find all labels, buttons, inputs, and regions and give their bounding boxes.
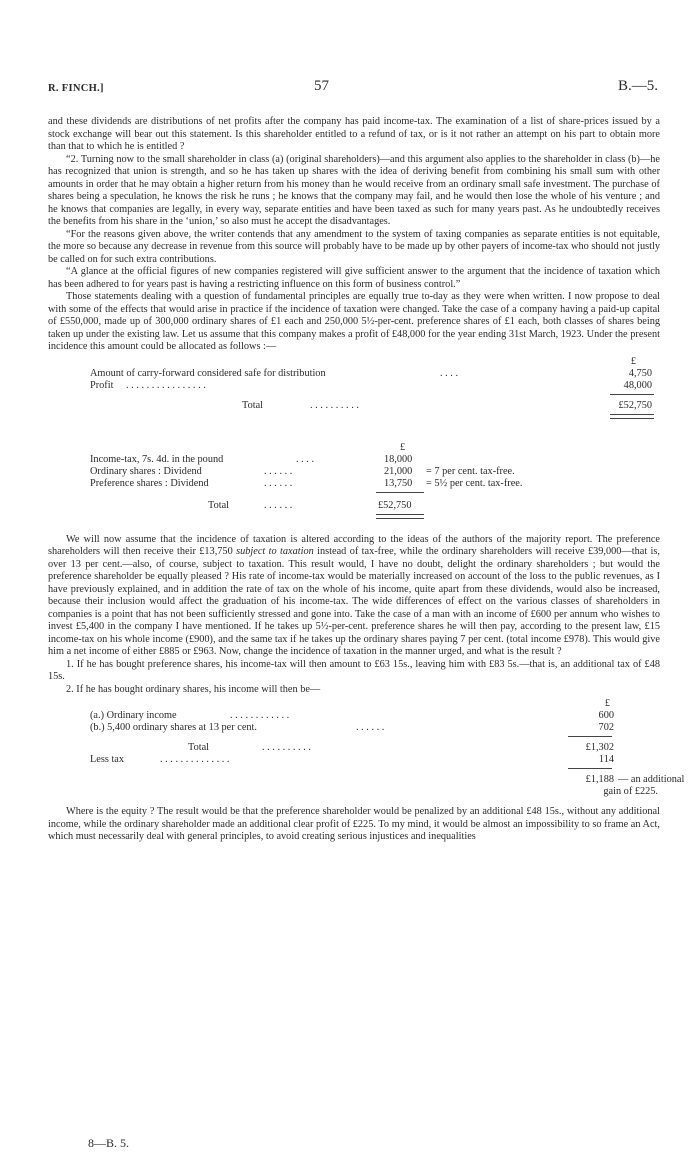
total-value: £52,750 bbox=[618, 399, 652, 411]
paragraph-5: Those statements dealing with a question of fundamental principles are equally true to-day as they were when written. I now propose to deal with some of the effects that would arise in practice if the incidence of taxation were changed. Take the case of a company having a paid-up capital of £550,000, made up of 300,000 ordinary shares of £1 each and 250,000 5½-per-cent. preference shares of £1 each, both classes of shares being taken up under the existing law. Let us assume that this company makes a profit of £48,000 for the year ending 31st March, 1923. Under the present incidence this amount could be allocated as follows :— bbox=[48, 291, 660, 352]
leader-dots: . . . . . . . . . . . . . . bbox=[160, 754, 230, 765]
income-table bbox=[48, 696, 685, 806]
less-tax-label: Less tax bbox=[90, 754, 125, 765]
table-row-value: 702 bbox=[598, 722, 614, 733]
table-row-value: 48,000 bbox=[623, 379, 652, 391]
leader-dots: . . . . . . bbox=[264, 499, 293, 511]
table-row-label: Amount of carry-forward considered safe for distribution bbox=[90, 367, 326, 379]
sum-rule bbox=[568, 736, 612, 737]
total-double-rule bbox=[376, 514, 424, 519]
gain-note: — an additional bbox=[618, 774, 685, 785]
paragraph-7: Where is the equity ? The result would be that the preference shareholder would be penalized by an additional £48 15s., without any additional income, while the ordinary shareholder made an additional clear profit of £225. To my mind, it would be almost an impossibility to so frame an Act, which must necessarily deal with general principles, to avoid creating serious injustices and inequalities bbox=[48, 806, 660, 842]
table-row-label: Profit bbox=[90, 379, 114, 391]
table-row-label: (b.) 5,400 ordinary shares at 13 per cent. bbox=[90, 722, 257, 733]
header-author: R. FINCH.] bbox=[48, 83, 104, 94]
table-row-label: (a.) Ordinary income bbox=[90, 710, 177, 721]
leader-dots: . . . . . . . . . . . . . . . . bbox=[126, 379, 206, 391]
leader-dots: . . . . . . bbox=[356, 722, 385, 733]
leader-dots: . . . . bbox=[296, 453, 315, 465]
profit-table bbox=[48, 354, 660, 442]
signature-footer: 8—B. 5. bbox=[88, 1136, 130, 1150]
rate-note: = 7 per cent. tax-free. bbox=[426, 465, 515, 477]
distribution-table bbox=[48, 442, 660, 534]
net-income-value: £1,188 bbox=[585, 774, 614, 785]
paragraph-3: “For the reasons given above, the writer contends that any amendment to the system of taxing companies as separate entities is not equitable, the more so because any decrease in revenue from this source will probably have to be made up by other payers of income-tax who should not justly be called on for such extra contributions. bbox=[48, 228, 660, 265]
case-item-1: 1. If he has bought preference shares, his income-tax will then amount to £63 15s., leaving him with £83 5s.—that is, an additional tax of £48 15s. bbox=[48, 658, 660, 682]
table-row-value: 600 bbox=[598, 710, 614, 721]
sum-rule bbox=[568, 768, 612, 769]
currency-unit: £ bbox=[630, 355, 636, 367]
paragraph-1: and these dividends are distributions of net profits after the company has paid income-tax. The examination of a list of share-prices issued by a stock exchange will bear out this statement. Is this shareholder entitled to a refund of tax, or is it not rather an attempt on his part to obtain more than that to which he is entitled ? bbox=[48, 116, 660, 152]
total-value: £1,302 bbox=[585, 742, 614, 753]
leader-dots: . . . . . . bbox=[264, 477, 293, 489]
page-body bbox=[48, 116, 685, 844]
leader-dots: . . . . . . bbox=[264, 465, 293, 477]
currency-unit: £ bbox=[400, 441, 406, 453]
gain-note: gain of £225. bbox=[603, 786, 658, 797]
table-row-value: 18,000 bbox=[384, 453, 413, 465]
paragraph-6: We will now assume that the incidence of taxation is altered according to the ideas of the authors of the majority report. The preference shareholders will then receive their £13,750 subject to taxation instead of tax-free, while the ordinary shareholders will receive £39,000—that is, over 13 per cent.—also, of course, subject to taxation. This result would, I have no doubt, delight the ordinary shareholders ; but would the preference shareholder be equally pleased ? His rate of income-tax would be materially increased on account of the loss to the public revenues, as I have previously explained, and in addition the rate of tax on the whole of his income, quite apart from these dividends, would also be increased, because their inclusion would affect the graduation of his income-tax. The wide differences of effect on the various classes of shareholders in companies is a point that has not been sufficiently stressed and gone into. Take the case of a man with an income of £600 per annum who wishes to invest £5,400 in the company I have mentioned. If he takes up 5½-per-cent. preference shares he will then pay, according to the present law, £15 income-tax on his whole income (£900), and the same tax if he takes up the ordinary shares paying 7 per cent. (total income £978). This would give him a net income of either £885 or £963. Now, change the incidence of taxation in the manner urged, and what is the result ? bbox=[48, 533, 660, 657]
sum-rule bbox=[376, 492, 424, 493]
page-number: 57 bbox=[314, 78, 329, 94]
table-row-label: Ordinary shares : Dividend bbox=[90, 465, 202, 477]
less-tax-value: 114 bbox=[598, 754, 614, 765]
total-label: Total bbox=[242, 399, 264, 411]
document-reference: B.—5. bbox=[617, 78, 658, 94]
table-row-label: Preference shares : Dividend bbox=[90, 477, 209, 489]
total-label: Total bbox=[188, 742, 210, 753]
sum-rule bbox=[610, 394, 654, 395]
page-header bbox=[48, 80, 660, 100]
leader-dots: . . . . . . . . . . . . bbox=[230, 710, 290, 721]
table-row-value: 21,000 bbox=[384, 465, 413, 477]
case-item-2: 2. If he has bought ordinary shares, his income will then be— bbox=[66, 683, 321, 695]
currency-unit: £ bbox=[604, 698, 610, 709]
emphasis-text: subject to taxation bbox=[236, 546, 314, 557]
leader-dots: . . . . . . . . . . bbox=[262, 742, 311, 753]
rate-note: = 5½ per cent. tax-free. bbox=[426, 477, 523, 489]
paragraph-2: “2. Turning now to the small shareholder in class (a) (original shareholders)—and this argument also applies to the shareholder in class (b)—he has recognized that union is strength, and so he has taken up shares with the idea of deriving benefit from combining his small sum with other amounts in order that he may obtain a higher return from his money than he would receive from an ordinary small safe investment. The purchase of shares being a speculation, he knows the risk he runs ; he knows that the company may fail, and he would then lose the whole of his venture ; and he knows that companies are legally, in every way, separate entities and have been taxed as such for many years past. As he undoubtedly receives the benefits from his share in the ‘union,’ so also must he accept the disadvantages. bbox=[48, 153, 660, 227]
paragraph-4: “A glance at the official figures of new companies registered will give sufficient answer to the argument that the incidence of taxation which has been adhered to for years past is having a restricting influence on this form of business control.” bbox=[48, 266, 660, 290]
total-label: Total bbox=[208, 499, 230, 511]
table-row-label: Income-tax, 7s. 4d. in the pound bbox=[90, 453, 224, 465]
table-row-value: 4,750 bbox=[628, 367, 652, 379]
table-row-value: 13,750 bbox=[384, 477, 413, 489]
leader-dots: . . . . . . . . . . bbox=[310, 399, 359, 411]
leader-dots: . . . . bbox=[440, 367, 459, 379]
total-double-rule bbox=[610, 414, 654, 419]
total-value: £52,750 bbox=[378, 499, 412, 511]
